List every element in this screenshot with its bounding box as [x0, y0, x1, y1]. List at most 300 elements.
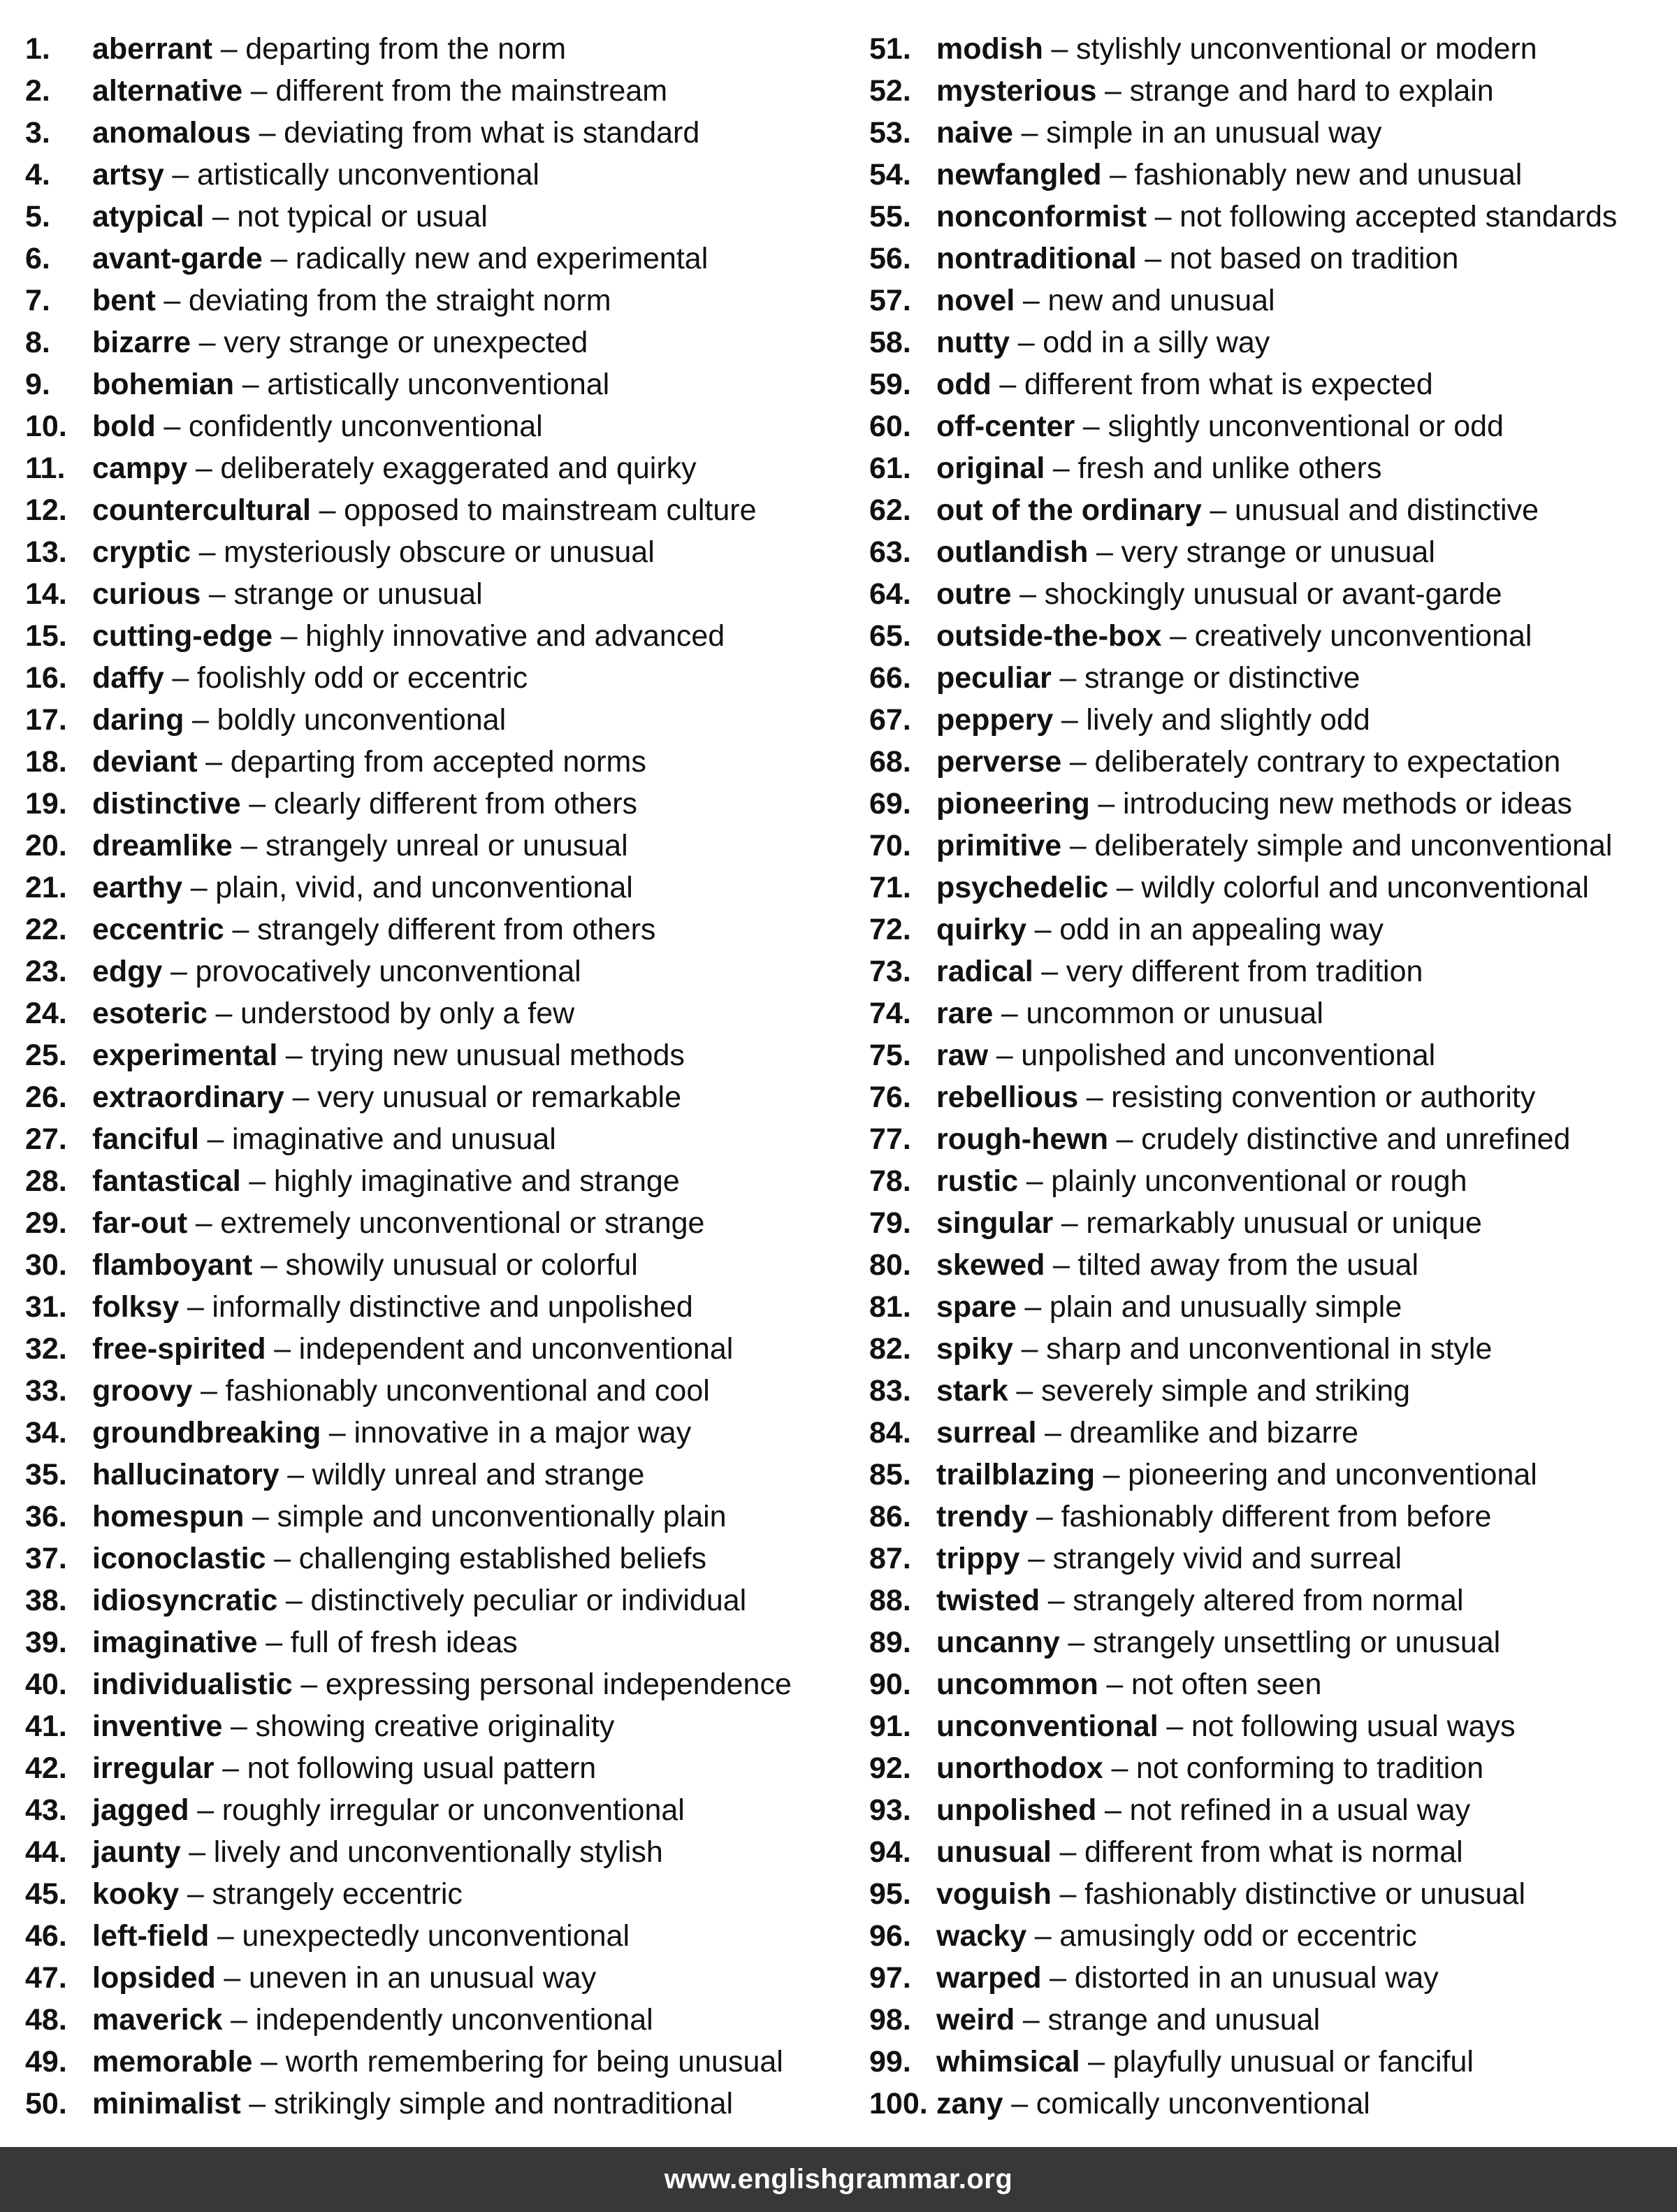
entry-definition: artistically unconventional — [196, 157, 539, 191]
entry-word: memorable — [92, 2044, 253, 2079]
entry-number: 82. — [869, 1331, 911, 1366]
entry-definition: different from what is normal — [1084, 1835, 1463, 1869]
entry-definition: strangely unsettling or unusual — [1092, 1625, 1501, 1659]
list-item — [25, 70, 836, 112]
entry-separator: – — [1170, 619, 1187, 653]
entry-separator: – — [999, 367, 1017, 401]
entry-separator: – — [1106, 1667, 1124, 1701]
entry-definition: unexpectedly unconventional — [242, 1918, 630, 1953]
entry-separator: – — [260, 1248, 277, 1282]
entry-number: 34. — [25, 1415, 67, 1450]
entry-number: 31. — [25, 1289, 67, 1324]
list-item — [869, 1705, 1673, 1747]
list-item — [869, 1370, 1673, 1412]
entry-separator: – — [1145, 241, 1162, 275]
entry-word: idiosyncratic — [92, 1583, 278, 1617]
entry-word: daring — [92, 702, 184, 737]
entry-definition: foolishly odd or eccentric — [196, 660, 528, 695]
list-item — [25, 1705, 836, 1747]
entry-separator: – — [198, 535, 216, 569]
entry-number: 36. — [25, 1499, 67, 1533]
list-item — [25, 1621, 836, 1663]
entry-definition: simple in an unusual way — [1046, 115, 1382, 150]
entry-number: 17. — [25, 702, 67, 737]
list-item — [869, 154, 1673, 196]
entry-number: 62. — [869, 493, 911, 527]
entry-separator: – — [1110, 157, 1127, 191]
entry-separator: – — [328, 1415, 346, 1450]
entry-word: groovy — [92, 1373, 193, 1408]
list-item — [25, 280, 836, 321]
entry-separator: – — [212, 199, 229, 233]
entry-definition: strikingly simple and nontraditional — [273, 2086, 734, 2120]
entry-number: 84. — [869, 1415, 911, 1450]
entry-number: 56. — [869, 241, 911, 275]
entry-definition: very unusual or remarkable — [317, 1080, 682, 1114]
entry-word: nontraditional — [936, 241, 1137, 275]
entry-definition: full of fresh ideas — [290, 1625, 518, 1659]
entry-separator: – — [1019, 577, 1037, 611]
list-item — [869, 1747, 1673, 1789]
list-item — [869, 867, 1673, 909]
entry-separator: – — [1052, 1248, 1070, 1282]
entry-word: singular — [936, 1206, 1054, 1240]
entry-separator: – — [1061, 1206, 1078, 1240]
entry-separator: – — [1069, 744, 1087, 779]
entry-number: 4. — [25, 157, 50, 191]
list-item — [25, 1118, 836, 1160]
entry-definition: strange or unusual — [233, 577, 483, 611]
entry-number: 8. — [25, 325, 50, 359]
list-item — [25, 1831, 836, 1873]
entry-word: maverick — [92, 2002, 223, 2037]
entry-definition: wildly unreal and strange — [312, 1457, 645, 1491]
entry-word: off-center — [936, 409, 1075, 443]
entry-number: 12. — [25, 493, 67, 527]
entry-definition: fashionably distinctive or unusual — [1084, 1877, 1526, 1911]
entry-word: odd — [936, 367, 992, 401]
entry-definition: very strange or unusual — [1121, 535, 1435, 569]
entry-word: bold — [92, 409, 156, 443]
entry-separator: – — [1086, 1080, 1103, 1114]
entry-number: 37. — [25, 1541, 67, 1575]
entry-separator: – — [170, 954, 187, 988]
list-item — [25, 1076, 836, 1118]
entry-separator: – — [249, 1164, 266, 1198]
entry-definition: wildly colorful and unconventional — [1141, 870, 1589, 904]
entry-definition: remarkably unusual or unique — [1086, 1206, 1482, 1240]
entry-word: trippy — [936, 1541, 1020, 1575]
entry-definition: very different from tradition — [1066, 954, 1423, 988]
entry-number: 70. — [869, 828, 911, 862]
entry-word: spare — [936, 1289, 1017, 1324]
entry-separator: – — [1024, 1289, 1042, 1324]
entry-separator: – — [1021, 115, 1038, 150]
entry-definition: tilted away from the usual — [1077, 1248, 1419, 1282]
entry-number: 25. — [25, 1038, 67, 1072]
list-item — [869, 1118, 1673, 1160]
entry-number: 50. — [25, 2086, 67, 2120]
entry-word: left-field — [92, 1918, 210, 1953]
entry-separator: – — [207, 1122, 224, 1156]
list-item — [869, 699, 1673, 741]
entry-number: 27. — [25, 1122, 67, 1156]
list-item — [869, 70, 1673, 112]
entry-number: 75. — [869, 1038, 911, 1072]
entry-word: dreamlike — [92, 828, 233, 862]
list-item — [869, 1915, 1673, 1957]
entry-word: stark — [936, 1373, 1008, 1408]
entry-separator: – — [1096, 535, 1113, 569]
entry-definition: crudely distinctive and unrefined — [1141, 1122, 1571, 1156]
list-item — [869, 1454, 1673, 1496]
entry-word: homespun — [92, 1499, 245, 1533]
entry-number: 18. — [25, 744, 67, 779]
entry-definition: stylishly unconventional or modern — [1076, 31, 1537, 66]
entry-word: free-spirited — [92, 1331, 266, 1366]
entry-number: 45. — [25, 1877, 67, 1911]
entry-word: bohemian — [92, 367, 235, 401]
entry-word: aberrant — [92, 31, 213, 66]
entry-definition: not refined in a usual way — [1129, 1793, 1471, 1827]
entry-definition: resisting convention or authority — [1111, 1080, 1536, 1114]
entry-word: bent — [92, 283, 156, 317]
list-item — [25, 825, 836, 867]
entry-separator: – — [285, 1583, 303, 1617]
entry-word: daffy — [92, 660, 164, 695]
entry-word: raw — [936, 1038, 989, 1072]
list-item — [25, 1957, 836, 1999]
entry-number: 22. — [25, 912, 67, 946]
entry-word: out of the ordinary — [936, 493, 1202, 527]
entry-number: 81. — [869, 1289, 911, 1324]
list-item — [25, 1328, 836, 1370]
list-item — [869, 1831, 1673, 1873]
entry-word: peppery — [936, 702, 1054, 737]
entry-separator: – — [1082, 409, 1100, 443]
entry-separator: – — [1034, 1918, 1052, 1953]
entry-number: 73. — [869, 954, 911, 988]
list-item — [869, 280, 1673, 321]
entry-definition: comically unconventional — [1036, 2086, 1370, 2120]
word-list-left-column — [25, 28, 836, 2125]
entry-definition: very strange or unexpected — [224, 325, 588, 359]
list-item — [869, 909, 1673, 950]
list-item — [869, 1873, 1673, 1915]
entry-definition: not typical or usual — [237, 199, 488, 233]
list-item — [869, 1789, 1673, 1831]
entry-separator: – — [249, 786, 266, 821]
entry-word: outside-the-box — [936, 619, 1162, 653]
list-item — [869, 363, 1673, 405]
entry-definition: uneven in an unusual way — [248, 1960, 597, 1995]
entry-word: uncanny — [936, 1625, 1060, 1659]
entry-word: rare — [936, 996, 994, 1030]
list-item — [25, 1873, 836, 1915]
entry-separator: – — [1011, 2086, 1029, 2120]
entry-number: 54. — [869, 157, 911, 191]
list-item — [869, 447, 1673, 489]
list-item — [25, 1286, 836, 1328]
entry-number: 85. — [869, 1457, 911, 1491]
entry-number: 86. — [869, 1499, 911, 1533]
entry-word: flamboyant — [92, 1248, 253, 1282]
entry-number: 91. — [869, 1709, 911, 1743]
entry-number: 26. — [25, 1080, 67, 1114]
list-item — [25, 1454, 836, 1496]
entry-number: 48. — [25, 2002, 67, 2037]
entry-word: voguish — [936, 1877, 1052, 1911]
entry-number: 99. — [869, 2044, 911, 2079]
entry-word: individualistic — [92, 1667, 293, 1701]
entry-word: unpolished — [936, 1793, 1097, 1827]
entry-word: trailblazing — [936, 1457, 1095, 1491]
entry-number: 64. — [869, 577, 911, 611]
entry-word: distinctive — [92, 786, 241, 821]
entry-number: 97. — [869, 1960, 911, 1995]
list-item — [869, 112, 1673, 154]
entry-separator: – — [231, 2002, 248, 2037]
list-item — [869, 825, 1673, 867]
entry-definition: fashionably different from before — [1061, 1499, 1492, 1533]
entry-definition: distinctively peculiar or individual — [310, 1583, 747, 1617]
footer-url[interactable]: www.englishgrammar.org — [664, 2164, 1013, 2195]
entry-definition: challenging established beliefs — [298, 1541, 706, 1575]
list-item — [869, 1621, 1673, 1663]
list-item — [25, 321, 836, 363]
list-item — [25, 573, 836, 615]
list-item — [869, 783, 1673, 825]
list-item — [869, 615, 1673, 657]
list-item — [869, 1244, 1673, 1286]
entry-number: 16. — [25, 660, 67, 695]
list-item — [25, 699, 836, 741]
entry-definition: sharp and unconventional in style — [1046, 1331, 1493, 1366]
list-item — [25, 1538, 836, 1580]
entry-separator: – — [292, 1080, 310, 1114]
entry-separator: – — [1059, 660, 1077, 695]
entry-number: 29. — [25, 1206, 67, 1240]
entry-definition: fashionably unconventional and cool — [225, 1373, 710, 1408]
entry-definition: introducing new methods or ideas — [1122, 786, 1572, 821]
entry-number: 72. — [869, 912, 911, 946]
entry-definition: slightly unconventional or odd — [1108, 409, 1504, 443]
entry-definition: informally distinctive and unpolished — [212, 1289, 693, 1324]
entry-definition: shockingly unusual or avant-garde — [1044, 577, 1502, 611]
entry-number: 38. — [25, 1583, 67, 1617]
entry-number: 94. — [869, 1835, 911, 1869]
entry-definition: strangely different from others — [256, 912, 656, 946]
entry-separator: – — [164, 409, 181, 443]
entry-separator: – — [261, 2044, 277, 2079]
footer-bar — [0, 2147, 1677, 2212]
entry-word: novel — [936, 283, 1015, 317]
list-item — [869, 1663, 1673, 1705]
list-item — [869, 1328, 1673, 1370]
entry-word: nonconformist — [936, 199, 1147, 233]
entry-definition: uncommon or unusual — [1026, 996, 1323, 1030]
entry-separator: – — [215, 996, 233, 1030]
list-item — [25, 1789, 836, 1831]
list-item — [25, 741, 836, 783]
entry-definition: expressing personal independence — [325, 1667, 792, 1701]
entry-separator: – — [259, 115, 276, 150]
entry-definition: fashionably new and unusual — [1134, 157, 1523, 191]
entry-definition: showing creative originality — [255, 1709, 615, 1743]
entry-separator: – — [200, 1373, 217, 1408]
entry-word: cutting-edge — [92, 619, 273, 653]
entry-definition: opposed to mainstream culture — [344, 493, 757, 527]
entry-definition: extremely unconventional or strange — [220, 1206, 705, 1240]
entry-number: 7. — [25, 283, 50, 317]
entry-word: esoteric — [92, 996, 208, 1030]
entry-separator: – — [172, 157, 189, 191]
list-item — [869, 992, 1673, 1034]
entry-definition: deliberately exaggerated and quirky — [220, 451, 697, 485]
entry-word: countercultural — [92, 493, 311, 527]
entry-definition: deliberately contrary to expectation — [1094, 744, 1561, 779]
list-item — [25, 1160, 836, 1202]
entry-definition: simple and unconventionally plain — [277, 1499, 727, 1533]
entry-definition: worth remembering for being unusual — [285, 2044, 783, 2079]
entry-definition: independent and unconventional — [298, 1331, 734, 1366]
entry-word: anomalous — [92, 115, 251, 150]
entry-definition: deviating from the straight norm — [188, 283, 611, 317]
list-item — [869, 405, 1673, 447]
entry-number: 33. — [25, 1373, 67, 1408]
list-item — [869, 1034, 1673, 1076]
entry-separator: – — [1111, 1751, 1128, 1785]
entry-definition: fresh and unlike others — [1077, 451, 1382, 485]
entry-word: nutty — [936, 325, 1010, 359]
entry-word: folksy — [92, 1289, 180, 1324]
list-item — [25, 405, 836, 447]
entry-definition: strangely eccentric — [212, 1877, 463, 1911]
list-item — [25, 489, 836, 531]
entry-word: uncommon — [936, 1667, 1098, 1701]
entry-definition: independently unconventional — [255, 2002, 653, 2037]
entry-number: 2. — [25, 73, 50, 108]
list-item — [869, 2083, 1673, 2125]
entry-separator: – — [1051, 31, 1068, 66]
entry-number: 89. — [869, 1625, 911, 1659]
entry-separator: – — [1116, 1122, 1133, 1156]
entry-separator: – — [1045, 1415, 1061, 1450]
entry-word: spiky — [936, 1331, 1013, 1366]
list-item — [869, 1076, 1673, 1118]
entry-number: 23. — [25, 954, 67, 988]
entry-separator: – — [1098, 786, 1115, 821]
entry-word: weird — [936, 2002, 1015, 2037]
entry-separator: – — [197, 1793, 215, 1827]
entry-word: earthy — [92, 870, 183, 904]
entry-definition: not following accepted standards — [1179, 199, 1618, 233]
entry-number: 20. — [25, 828, 67, 862]
entry-number: 41. — [25, 1709, 67, 1743]
list-item — [869, 741, 1673, 783]
entry-word: outre — [936, 577, 1012, 611]
list-item — [25, 1202, 836, 1244]
list-item — [869, 196, 1673, 238]
list-item — [25, 1244, 836, 1286]
entry-separator: – — [205, 744, 223, 779]
entry-word: surreal — [936, 1415, 1037, 1450]
entry-word: imaginative — [92, 1625, 258, 1659]
entry-number: 93. — [869, 1793, 911, 1827]
entry-word: perverse — [936, 744, 1062, 779]
entry-separator: – — [300, 1667, 318, 1701]
list-item — [869, 1412, 1673, 1454]
entry-word: kooky — [92, 1877, 180, 1911]
entry-word: twisted — [936, 1583, 1040, 1617]
entry-separator: – — [280, 619, 298, 653]
entry-number: 68. — [869, 744, 911, 779]
list-item — [25, 1915, 836, 1957]
list-item — [869, 531, 1673, 573]
entry-word: unorthodox — [936, 1751, 1103, 1785]
entry-number: 55. — [869, 199, 911, 233]
entry-separator: – — [189, 1835, 206, 1869]
entry-number: 52. — [869, 73, 911, 108]
entry-definition: plainly unconventional or rough — [1051, 1164, 1467, 1198]
entry-separator: – — [274, 1331, 291, 1366]
entry-word: atypical — [92, 199, 205, 233]
entry-number: 80. — [869, 1248, 911, 1282]
entry-word: lopsided — [92, 1960, 216, 1995]
entry-number: 53. — [869, 115, 911, 150]
entry-number: 1. — [25, 31, 50, 66]
entry-word: artsy — [92, 157, 164, 191]
entry-definition: innovative in a major way — [354, 1415, 692, 1450]
entry-number: 44. — [25, 1835, 67, 1869]
entry-number: 59. — [869, 367, 911, 401]
entry-number: 71. — [869, 870, 911, 904]
entry-number: 39. — [25, 1625, 67, 1659]
entry-number: 95. — [869, 1877, 911, 1911]
entry-number: 98. — [869, 2002, 911, 2037]
entry-number: 87. — [869, 1541, 911, 1575]
entry-word: skewed — [936, 1248, 1045, 1282]
entry-number: 88. — [869, 1583, 911, 1617]
entry-word: eccentric — [92, 912, 224, 946]
entry-definition: roughly irregular or unconventional — [222, 1793, 685, 1827]
entry-word: inventive — [92, 1709, 223, 1743]
entry-word: original — [936, 451, 1045, 485]
entry-word: outlandish — [936, 535, 1089, 569]
entry-definition: departing from accepted norms — [230, 744, 646, 779]
entry-definition: different from the mainstream — [275, 73, 668, 108]
entry-definition: playfully unusual or fanciful — [1112, 2044, 1474, 2079]
list-item — [869, 1999, 1673, 2041]
entry-definition: not based on tradition — [1169, 241, 1459, 275]
entry-number: 57. — [869, 283, 911, 317]
entry-definition: deviating from what is standard — [284, 115, 700, 150]
entry-number: 49. — [25, 2044, 67, 2079]
entry-number: 69. — [869, 786, 911, 821]
entry-separator: – — [242, 367, 259, 401]
entry-definition: radically new and experimental — [295, 241, 709, 275]
entry-number: 10. — [25, 409, 67, 443]
entry-word: irregular — [92, 1751, 215, 1785]
entry-word: wacky — [936, 1918, 1027, 1953]
entry-number: 96. — [869, 1918, 911, 1953]
entry-number: 74. — [869, 996, 911, 1030]
entry-word: fantastical — [92, 1164, 241, 1198]
entry-definition: artistically unconventional — [267, 367, 610, 401]
entry-number: 3. — [25, 115, 50, 150]
entry-number: 19. — [25, 786, 67, 821]
entry-number: 14. — [25, 577, 67, 611]
